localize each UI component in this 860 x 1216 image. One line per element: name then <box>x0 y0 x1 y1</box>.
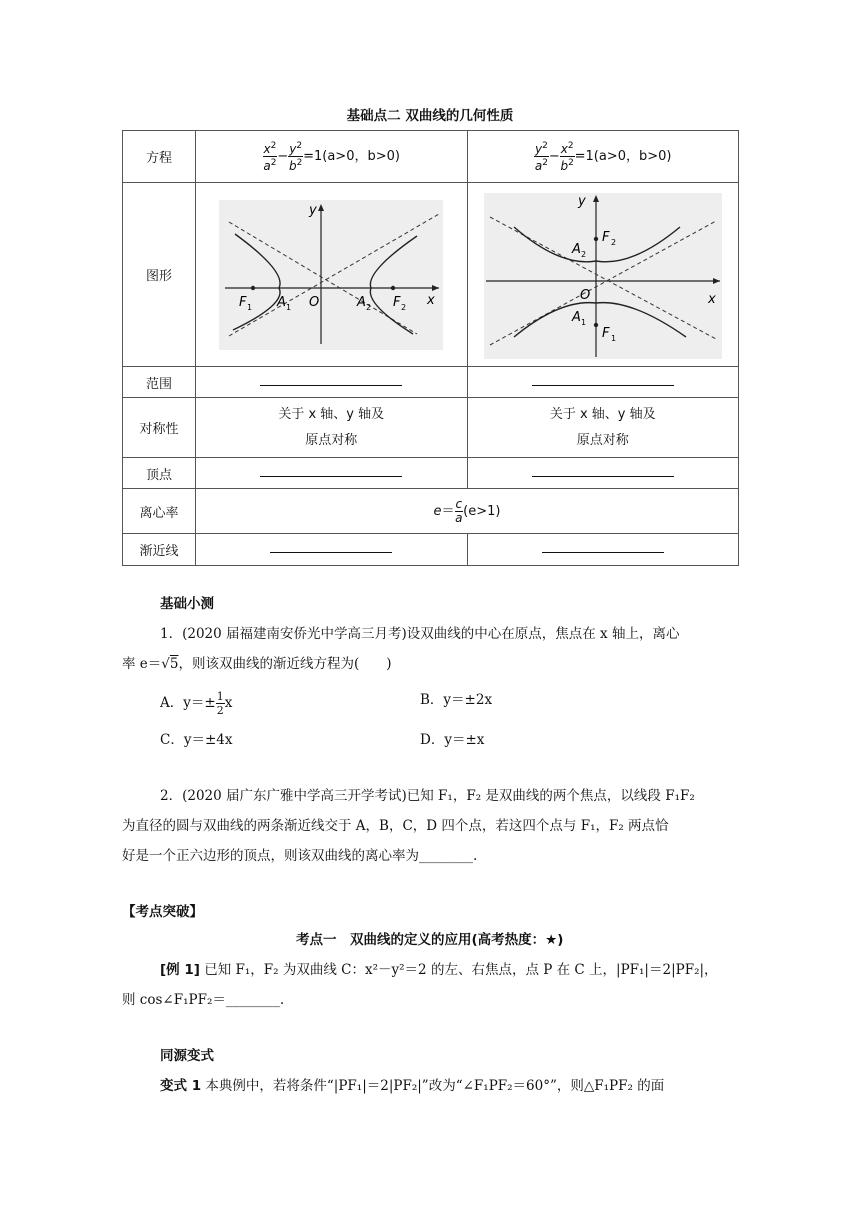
f1-label: F <box>601 325 610 341</box>
sqrt-icon: √ <box>161 656 170 672</box>
label-graph: 图形 <box>123 183 196 367</box>
variant-line1-text: 本典例中，若将条件“|PF₁|＝2|PF₂|”改为“∠F₁PF₂＝60°”，则△F₁PF₂ 的面 <box>205 1078 665 1094</box>
frac-y2-a2: $\frac{y^2}{a^2}$ <box>534 141 548 173</box>
row-equation <box>123 131 739 183</box>
symmetry-right <box>467 398 739 458</box>
y-label: y <box>577 193 586 209</box>
f1-sub: 1 <box>610 333 616 343</box>
origin-label: O <box>309 294 320 310</box>
asymptote-left-blank <box>196 534 468 566</box>
q1-line2 <box>122 654 392 674</box>
row-range <box>123 367 739 398</box>
equation-right-cond: =1(a>0，b>0) <box>574 149 672 164</box>
q1-line2-b: ，则该双曲线的渐近线方程为( ) <box>178 656 392 672</box>
option-a[interactable] <box>160 690 232 717</box>
y-label: y <box>309 202 317 218</box>
frac-x2-a2: $\frac{x^2}{a^2}$ <box>263 141 277 173</box>
variant-line1 <box>160 1076 664 1096</box>
label-equation: 方程 <box>123 131 196 183</box>
f1-point <box>251 285 255 289</box>
symmetry-left-line1: 关于 x 轴、y 轴及 <box>278 406 385 422</box>
q1-sqrt-value: 5 <box>169 656 179 672</box>
q1-line2-a: 率 e＝ <box>122 656 162 672</box>
f2-point <box>594 236 598 240</box>
q2-line1: 2．(2020 届广东广雅中学高三开学考试)已知 F₁，F₂ 是双曲线的两个焦点，以线段 F₁F₂ <box>160 788 695 804</box>
symmetry-right-line1: 关于 x 轴、y 轴及 <box>549 406 656 422</box>
vertex-right-blank <box>467 458 739 489</box>
option-a-tail: x <box>224 695 233 711</box>
hyperbola-properties-table <box>122 130 739 566</box>
x-label: x <box>427 292 435 308</box>
row-graph <box>123 183 739 367</box>
breakthrough-subheading: 考点一 双曲线的定义的应用(高考热度：★) <box>296 932 564 948</box>
frac-c-a: $\frac{c}{a}$ <box>455 496 463 525</box>
equation-left: $\frac{x^2}{a^2}$ − $\frac{y^2}{b^2}$ =1(a>0，b>0) <box>196 131 468 183</box>
graph-background <box>219 200 443 350</box>
label-vertex: 顶点 <box>123 458 196 489</box>
variant-heading: 同源变式 <box>160 1048 214 1064</box>
quiz-heading: 基础小测 <box>160 596 214 612</box>
section-title: 基础点二 双曲线的几何性质 <box>346 108 514 124</box>
q2-line3: 好是一个正六边形的顶点，则该双曲线的离心率为________. <box>122 848 478 864</box>
label-asymptote: 渐近线 <box>123 534 196 566</box>
option-a-frac: $\frac{1}{2}$ <box>216 690 224 717</box>
a1-label: A <box>571 309 581 325</box>
origin-label: O <box>579 287 590 303</box>
row-asymptote <box>123 534 739 566</box>
a2-label: A <box>357 294 367 310</box>
symmetry-right-line2: 原点对称 <box>576 432 629 448</box>
frac-x2-b2: $\frac{x^2}{b^2}$ <box>560 141 574 173</box>
example-line2: 则 cos∠F₁PF₂＝________. <box>122 992 285 1008</box>
f2-sub: 2 <box>610 237 616 247</box>
label-symmetry: 对称性 <box>123 398 196 458</box>
f2-sub: 2 <box>401 302 407 312</box>
graph-vertical-cell <box>467 183 739 367</box>
f2-label: F <box>601 229 610 245</box>
eccentricity-value: e＝ $\frac{c}{a}$ (e>1) <box>196 489 739 534</box>
x-label: x <box>707 291 716 307</box>
a1-sub: 1 <box>286 302 292 312</box>
a2-sub: 2 <box>366 302 372 312</box>
a1-sub: 1 <box>580 317 586 327</box>
vertical-hyperbola-graph <box>480 187 726 363</box>
f2-label: F <box>393 294 401 310</box>
row-symmetry <box>123 398 739 458</box>
range-right-blank <box>467 367 739 398</box>
frac-y2-b2: $\frac{y^2}{b^2}$ <box>289 141 303 173</box>
symmetry-left <box>196 398 468 458</box>
a2-sub: 2 <box>580 249 586 259</box>
a1-label: A <box>277 294 287 310</box>
option-c[interactable]: C．y＝±4x <box>160 732 233 748</box>
breakthrough-heading: 【考点突破】 <box>122 904 203 920</box>
q2-line2: 为直径的圆与双曲线的两条渐近线交于 A，B，C，D 四个点，若这四个点与 F₁，F₂ 两点恰 <box>122 818 669 834</box>
row-vertex <box>123 458 739 489</box>
example-line1 <box>160 960 718 980</box>
option-d[interactable]: D．y＝±x <box>420 732 485 748</box>
label-eccentricity: 离心率 <box>123 489 196 534</box>
range-left-blank <box>196 367 468 398</box>
label-range: 范围 <box>123 367 196 398</box>
asymptote-right-blank <box>467 534 739 566</box>
option-a-label: A．y＝± <box>160 695 216 711</box>
horizontal-hyperbola-graph <box>217 194 445 356</box>
variant-label: 变式 1 <box>160 1078 202 1094</box>
q1-line1: 1．(2020 届福建南安侨光中学高三月考)设双曲线的中心在原点，焦点在 x 轴上，离心 <box>160 626 680 642</box>
a2-label: A <box>571 241 581 257</box>
example-label: [例 1] <box>160 962 200 978</box>
eccentricity-cond: (e>1) <box>463 503 501 519</box>
f1-point <box>594 322 598 326</box>
vertex-left-blank <box>196 458 468 489</box>
option-b[interactable]: B．y＝±2x <box>420 692 493 708</box>
f2-point <box>391 285 395 289</box>
equation-right: $\frac{y^2}{a^2}$ − $\frac{x^2}{b^2}$ =1(a>0，b>0) <box>467 131 739 183</box>
equation-left-cond: =1(a>0，b>0) <box>303 149 400 164</box>
row-eccentricity <box>123 489 739 534</box>
f1-label: F <box>239 294 247 310</box>
graph-horizontal-cell <box>196 183 468 367</box>
f1-sub: 1 <box>247 302 253 312</box>
symmetry-left-line2: 原点对称 <box>305 432 358 448</box>
example-line1-text: 已知 F₁，F₂ 为双曲线 C：x²－y²＝2 的左、右焦点，点 P 在 C 上，|PF₁|＝2|PF₂|， <box>204 962 718 978</box>
